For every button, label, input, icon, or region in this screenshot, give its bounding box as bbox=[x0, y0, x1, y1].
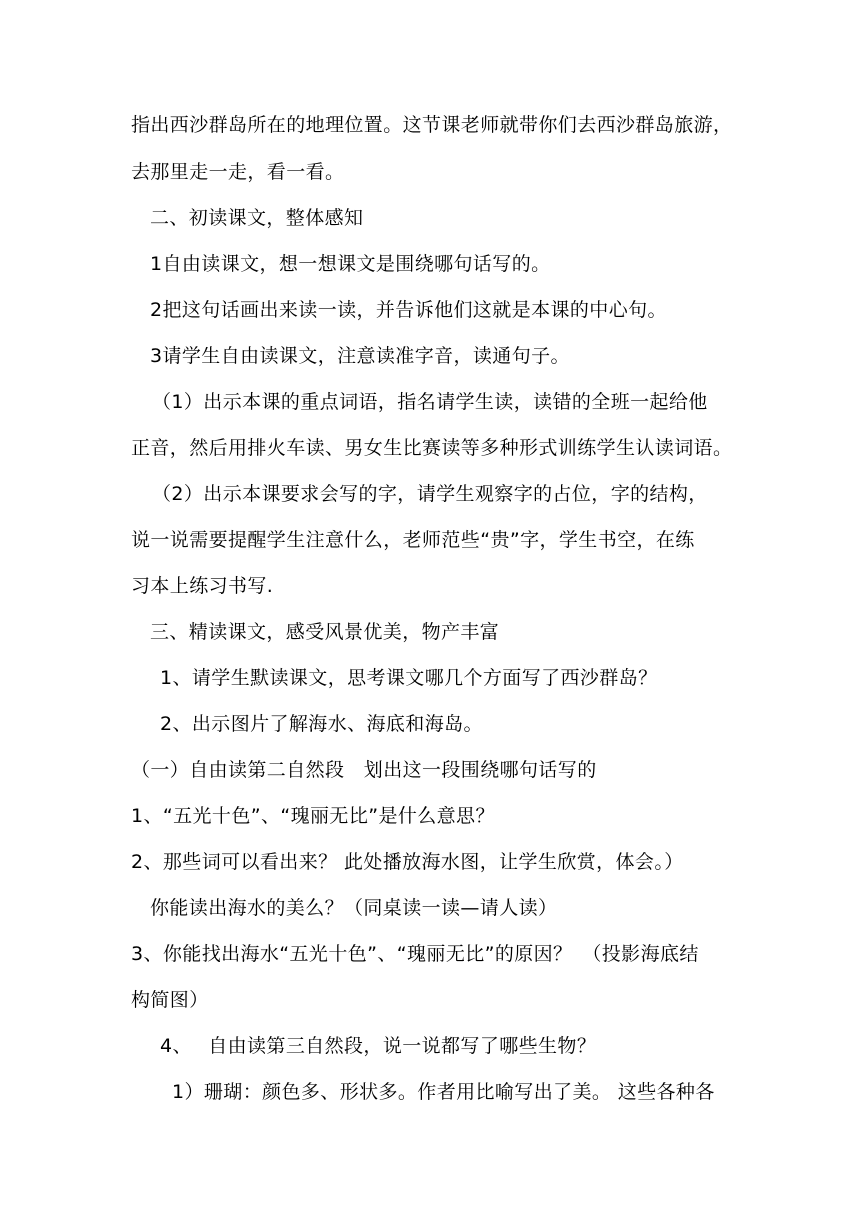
list-item: 1、请学生默读课文，思考课文哪几个方面写了西沙群岛？ bbox=[160, 667, 658, 689]
list-item: 2、出示图片了解海水、海底和海岛。 bbox=[160, 713, 483, 735]
paragraph-line: 去那里走一走，看一看。 bbox=[131, 161, 345, 183]
list-item: 3请学生自由读课文，注意读准字音，读通句子。 bbox=[150, 345, 570, 367]
section-heading: 二、初读课文，整体感知 bbox=[150, 207, 364, 229]
list-item: 1、“五光十色”、“瑰丽无比”是什么意思？ bbox=[131, 805, 495, 827]
subsection-heading: （一）自由读第二自然段 划出这一段围绕哪句话写的 bbox=[131, 759, 597, 781]
list-item: （2）出示本课要求会写的字，请学生观察字的占位，字的结构， bbox=[152, 483, 708, 505]
list-item: 1）珊瑚：颜色多、形状多。作者用比喻写出了美。 这些各种各 bbox=[172, 1081, 715, 1103]
paragraph-line: 指出西沙群岛所在的地理位置。这节课老师就带你们去西沙群岛旅游， bbox=[131, 114, 733, 136]
section-heading: 三、精读课文，感受风景优美，物产丰富 bbox=[150, 621, 500, 643]
list-item: 2、那些词可以看出来？ 此处播放海水图，让学生欣赏，体会。） bbox=[131, 851, 684, 873]
paragraph-line: 习本上练习书写. bbox=[131, 575, 274, 597]
paragraph-line: 说一说需要提醒学生注意什么，老师范些“贵”字，学生书空，在练 bbox=[131, 529, 695, 551]
paragraph-line: 你能读出海水的美么？（同桌读一读—请人读） bbox=[150, 897, 558, 919]
list-item: 2把这句话画出来读一读，并告诉他们这就是本课的中心句。 bbox=[150, 299, 667, 321]
list-item: 1自由读课文，想一想课文是围绕哪句话写的。 bbox=[150, 253, 551, 275]
list-item: 4、 自由读第三自然段，说一说都写了哪些生物？ bbox=[160, 1035, 597, 1057]
paragraph-line: 正音，然后用排火车读、男女生比赛读等多种形式训练学生认读词语。 bbox=[131, 437, 733, 459]
paragraph-line: 构简图） bbox=[131, 989, 209, 1011]
list-item: （1）出示本课的重点词语，指名请学生读，读错的全班一起给他 bbox=[152, 391, 708, 413]
list-item: 3、你能找出海水“五光十色”、“瑰丽无比”的原因？ （投影海底结 bbox=[131, 943, 699, 965]
